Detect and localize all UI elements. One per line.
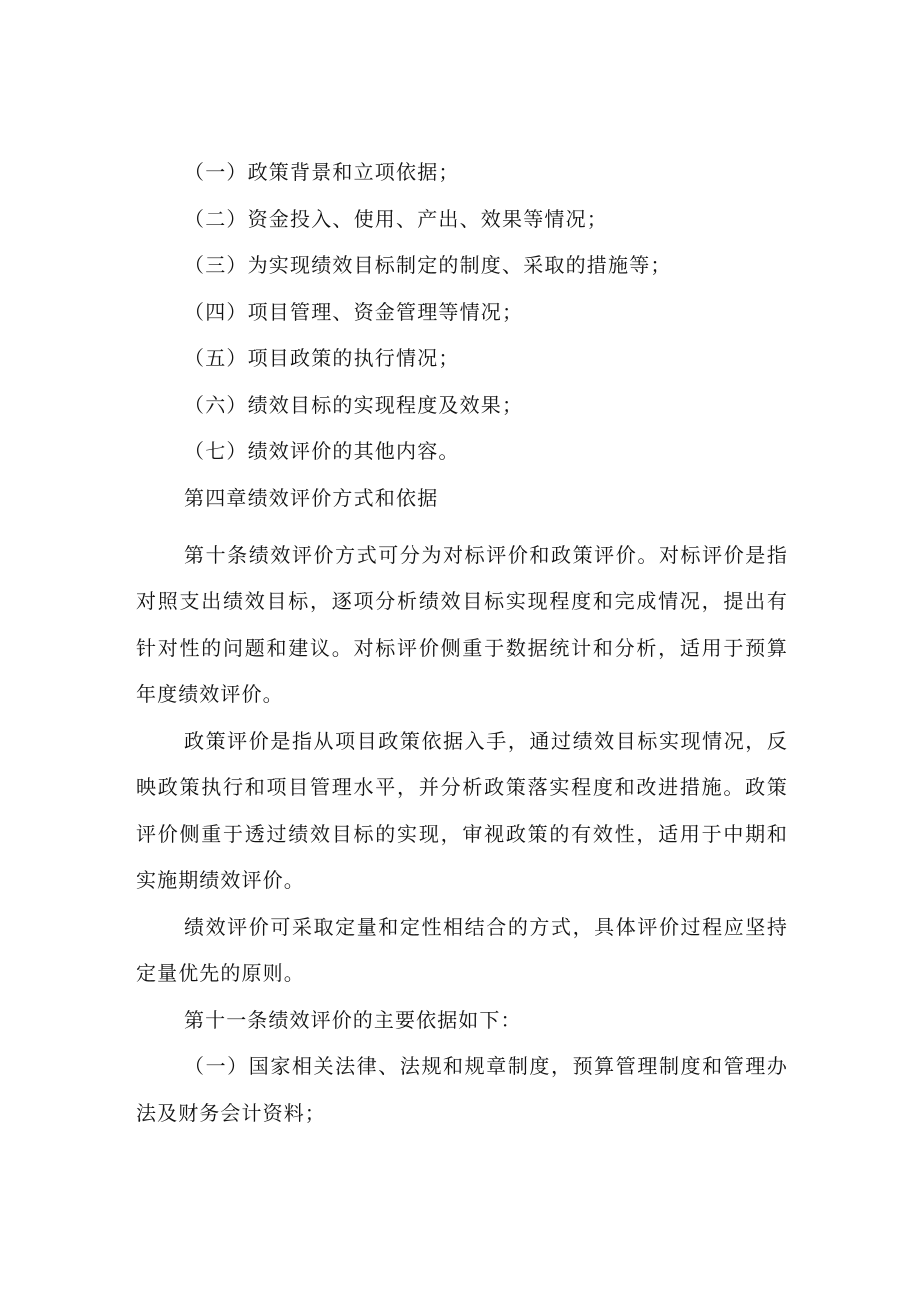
list-item: （五）项目政策的执行情况； [184,346,460,370]
list-item: （一）政策背景和立项依据； [184,160,460,184]
paragraph-policy-evaluation: 政策评价是指从项目政策依据入手，通过绩效目标实现情况，反映政策执行和项目管理水平，并分析政策落实程度和改进措施。政策评价侧重于透过绩效目标的实现，审视政策的有效性，适用于中期和实施期绩效评价。 [136,728,788,892]
chapter-heading: 第四章绩效评价方式和依据 [184,485,439,510]
document-body [136,160,788,1136]
paragraph-article-11: 第十一条绩效评价的主要依据如下： [184,1007,522,1032]
list-item: （六）绩效目标的实现程度及效果； [184,392,524,417]
list-item: （七）绩效评价的其他内容。 [184,439,460,463]
list-item: （四）项目管理、资金管理等情况； [184,299,524,324]
list-item: （二）资金投入、使用、产出、效果等情况； [184,206,608,231]
paragraph-basis-item-1: （一）国家相关法律、法规和规章制度，预算管理制度和管理办法及财务会计资料； [136,1054,788,1125]
paragraph-quantitative-method: 绩效评价可采取定量和定性相结合的方式，具体评价过程应坚持定量优先的原则。 [136,914,788,985]
paragraph-article-10: 第十条绩效评价方式可分为对标评价和政策评价。对标评价是指对照支出绩效目标，逐项分析绩效目标实现程度和完成情况，提出有针对性的问题和建议。对标评价侧重于数据统计和分析，适用于预算年度绩效评价。 [136,542,788,706]
list-item: （三）为实现绩效目标制定的制度、采取的措施等； [184,253,672,277]
